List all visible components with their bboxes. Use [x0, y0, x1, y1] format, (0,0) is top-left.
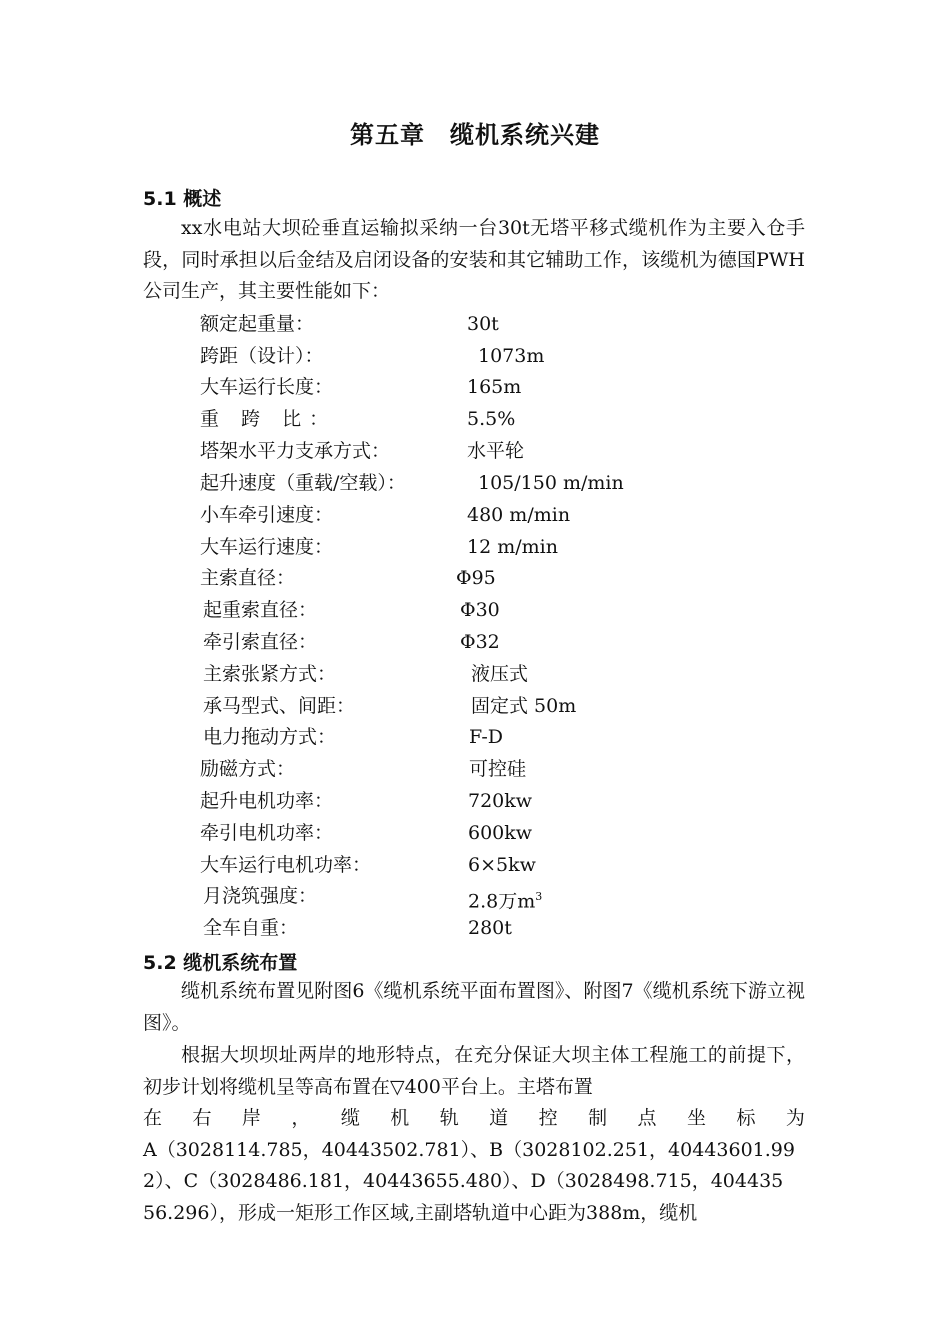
spec-row [0, 881, 950, 912]
spec-row [0, 468, 950, 499]
spec-label: 塔架水平力支承方式： [200, 440, 391, 462]
spec-value: 480 m/min [467, 504, 571, 526]
spec-row [0, 563, 950, 594]
coordinate-block [143, 1103, 805, 1229]
section-heading-overview: 5.1 概述 [143, 188, 222, 210]
spec-row [0, 722, 950, 753]
spread-word: 轨 [439, 1107, 459, 1129]
spread-word: 标 [736, 1107, 756, 1129]
spec-row [0, 595, 950, 626]
spread-word: 右 [192, 1107, 212, 1129]
spec-label: 起重索直径： [203, 599, 318, 621]
spec-row [0, 404, 950, 435]
spec-row [0, 532, 950, 563]
spec-value: 固定式 50m [471, 695, 577, 717]
spec-value: Φ30 [460, 599, 500, 621]
spec-row [0, 786, 950, 817]
spread-word: 岸 [241, 1107, 261, 1129]
spec-row [0, 436, 950, 467]
spec-value: 1073m [478, 345, 545, 367]
spec-value: 600kw [468, 822, 533, 844]
spec-row [0, 850, 950, 881]
spec-label: 大车运行速度： [200, 536, 334, 558]
spec-value: 水平轮 [467, 440, 525, 462]
spec-row [0, 627, 950, 658]
chapter-title: 第五章 缆机系统兴建 [350, 121, 600, 149]
spread-word: 在 [143, 1107, 163, 1129]
spec-label: 小车牵引速度： [200, 504, 334, 526]
spec-value: 液压式 [471, 663, 529, 685]
spec-row [0, 659, 950, 690]
spec-row [0, 754, 950, 785]
spec-label: 全车自重： [203, 917, 299, 939]
coordinate-line: 2）、C（3028486.181，40443655.480）、D（3028498.715，404435 [143, 1170, 784, 1192]
spec-value: 可控硅 [469, 758, 527, 780]
spec-value [468, 881, 542, 917]
spread-word: 点 [637, 1107, 657, 1129]
spread-word: ， [291, 1107, 311, 1129]
spec-label: 牵引电机功率： [200, 822, 334, 844]
spec-label: 起升速度（重载/空载）： [200, 472, 406, 494]
spread-word: 道 [489, 1107, 509, 1129]
layout-paragraph-1: 缆机系统布置见附图6《缆机系统平面布置图》、附图7《缆机系统下游立视图》。 [143, 980, 805, 1034]
spec-label: 起升电机功率： [200, 790, 334, 812]
spec-row [0, 309, 950, 340]
spec-value: F-D [469, 726, 503, 748]
spec-value: 105/150 m/min [478, 472, 624, 494]
coordinate-line: A（3028114.785，40443502.781）、B（3028102.251，40443601.99 [143, 1138, 795, 1161]
spec-row [0, 500, 950, 531]
spec-label: 额定起重量： [200, 313, 315, 335]
spec-label: 电力拖动方式： [203, 726, 337, 748]
spread-word: 机 [390, 1107, 410, 1129]
spec-label: 主索张紧方式： [203, 663, 337, 685]
spec-value: Φ95 [456, 567, 496, 589]
overview-paragraph: xx水电站大坝砼垂直运输拟采纳一台30t无塔平移式缆机作为主要入仓手段，同时承担以后金结及启闭设备的安装和其它辅助工作，该缆机为德国PWH公司生产，其主要性能如下： [143, 217, 805, 302]
spec-value: 280t [468, 917, 512, 939]
spec-value: 30t [467, 313, 499, 335]
spread-word: 制 [588, 1107, 608, 1129]
spec-label: 主索直径： [200, 567, 296, 589]
spec-value: 12 m/min [467, 536, 558, 558]
section-heading-layout: 5.2 缆机系统布置 [143, 952, 298, 974]
spread-word: 控 [538, 1107, 558, 1129]
spec-row [0, 341, 950, 372]
spec-row [0, 818, 950, 849]
spec-label: 大车运行长度： [200, 376, 334, 398]
spec-label: 月浇筑强度： [203, 885, 318, 907]
spec-value: 6×5kw [468, 854, 536, 876]
spec-row [0, 913, 950, 944]
spread-word: 为 [785, 1107, 805, 1129]
spec-value: 165m [467, 376, 522, 398]
spec-value-text: 2.8万m [468, 890, 536, 913]
spec-label: 承马型式、间距： [203, 695, 356, 717]
spread-line [143, 1103, 805, 1135]
spread-word: 缆 [340, 1107, 360, 1129]
spec-label: 跨距（设计）： [200, 345, 324, 367]
spec-label: 励磁方式： [200, 758, 296, 780]
spec-label: 重 跨 比： [200, 408, 337, 430]
spec-label: 牵引索直径： [203, 631, 318, 653]
spec-row [0, 372, 950, 403]
spec-label: 大车运行电机功率： [200, 854, 372, 876]
coordinate-line: 56.296），形成一矩形工作区域,主副塔轨道中心距为388m，缆机 [143, 1201, 698, 1224]
spec-value: 720kw [468, 790, 533, 812]
spread-word: 坐 [686, 1107, 706, 1129]
layout-paragraph-2: 根据大坝坝址两岸的地形特点，在充分保证大坝主体工程施工的前提下，初步计划将缆机呈等高布置在▽400平台上。主塔布置 [143, 1044, 805, 1098]
spec-value: Φ32 [460, 631, 500, 653]
superscript: 3 [535, 890, 543, 903]
spec-row [0, 691, 950, 722]
spec-value: 5.5% [467, 408, 516, 430]
